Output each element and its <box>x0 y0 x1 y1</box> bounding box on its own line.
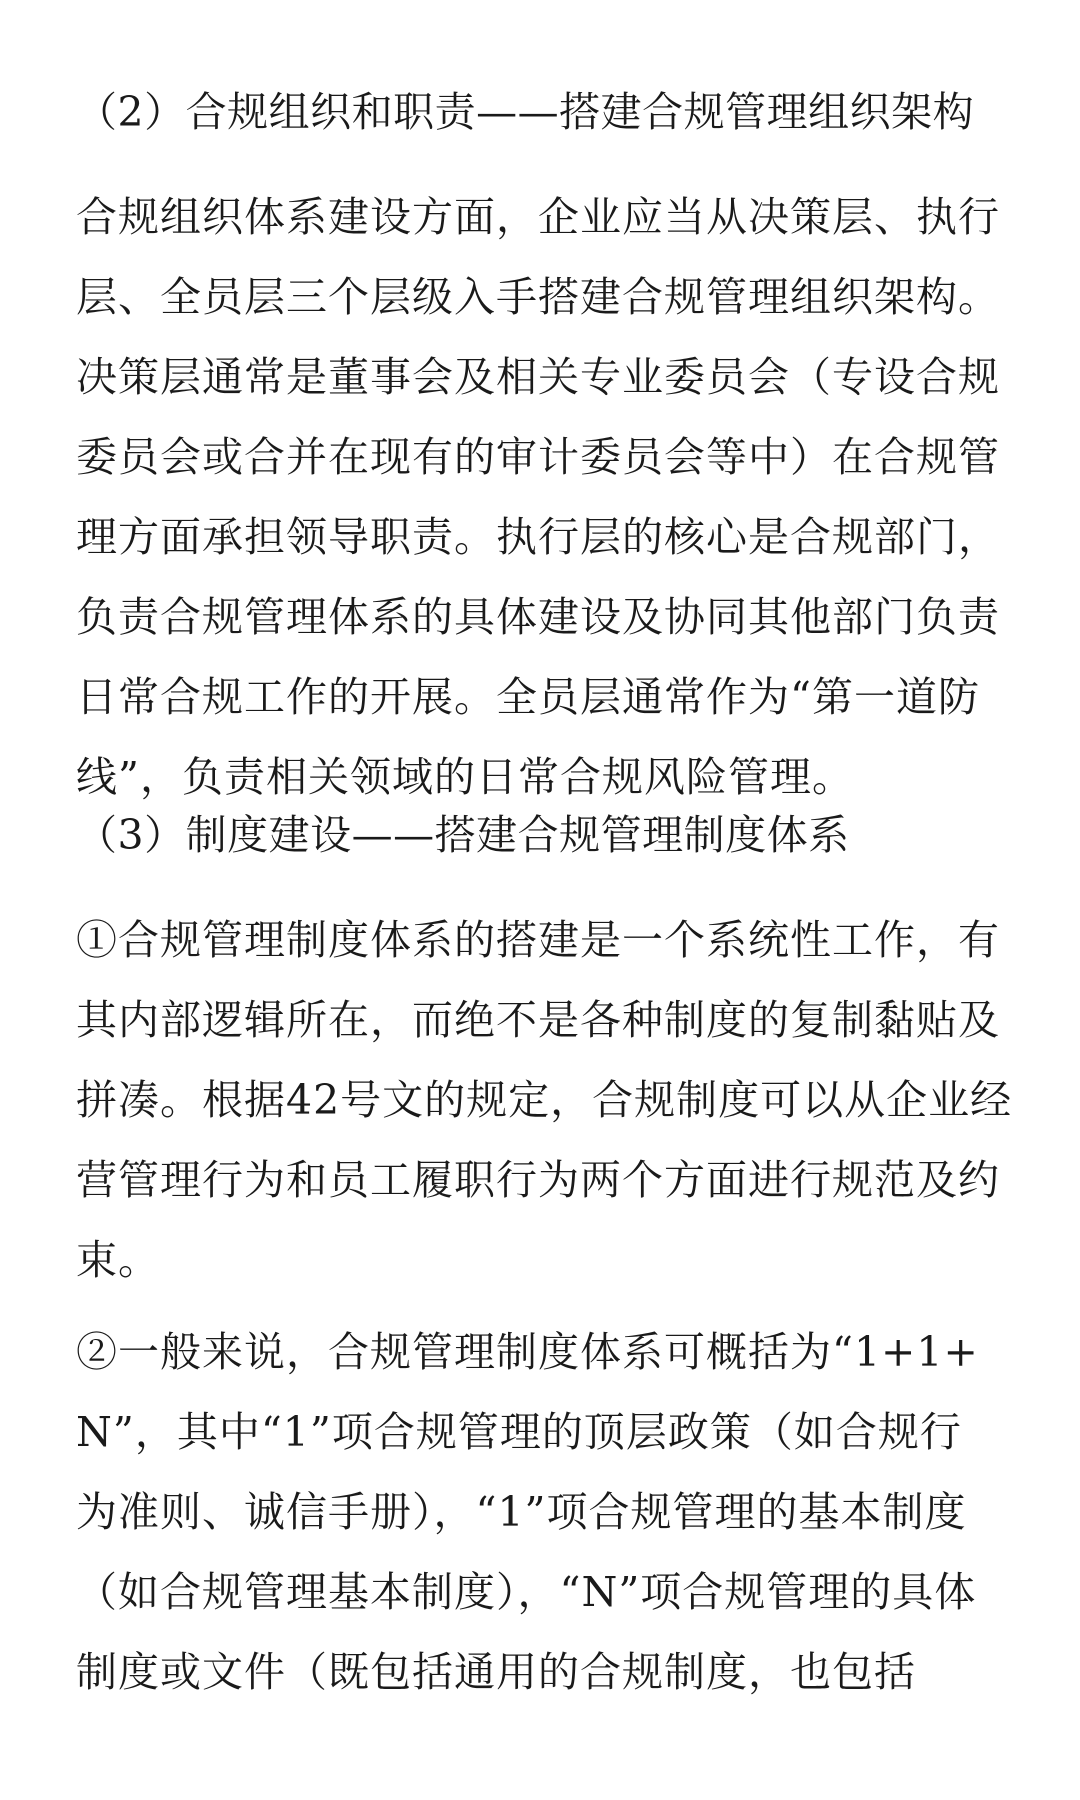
section-heading-system <box>76 795 1004 875</box>
paragraph-line: ①合规管理制度体系的搭建是一个系统性工作，有 <box>76 916 1000 964</box>
paragraph-line: N”，其中“1”项合规管理的顶层政策（如合规行 <box>76 1408 962 1456</box>
paragraph-line: 为准则、诚信手册），“1”项合规管理的基本制度 <box>76 1488 967 1536</box>
paragraph-line: 束。 <box>76 1236 160 1284</box>
paragraph-line: 负责合规管理体系的具体建设及协同其他部门负责 <box>76 593 1000 641</box>
paragraph-line: 线”，负责相关领域的日常合规风险管理。 <box>76 753 854 801</box>
paragraph-line: 拼凑。根据42号文的规定，合规制度可以从企业经 <box>76 1076 1013 1124</box>
section-heading-organization <box>76 72 1004 152</box>
paragraph-line: 其内部逻辑所在，而绝不是各种制度的复制黏贴及 <box>76 996 1000 1044</box>
paragraph-line: 层、全员层三个层级入手搭建合规管理组织架构。 <box>76 273 1000 321</box>
heading-text: （2）合规组织和职责——搭建合规管理组织架构 <box>76 88 975 136</box>
paragraph-line: 日常合规工作的开展。全员层通常作为“第一道防 <box>76 673 980 721</box>
paragraph-line: 理方面承担领导职责。执行层的核心是合规部门， <box>76 513 1000 561</box>
organization-paragraph <box>76 177 1004 817</box>
paragraph-line: ②一般来说，合规管理制度体系可概括为“1+1+ <box>76 1328 979 1376</box>
heading-text: （3）制度建设——搭建合规管理制度体系 <box>76 811 850 859</box>
paragraph-line: 制度或文件（既包括通用的合规制度，也包括 <box>76 1648 916 1696</box>
paragraph-line: 营管理行为和员工履职行为两个方面进行规范及约 <box>76 1156 1000 1204</box>
paragraph-line: 合规组织体系建设方面，企业应当从决策层、执行 <box>76 193 1000 241</box>
paragraph-line: （如合规管理基本制度），“N”项合规管理的具体 <box>76 1568 977 1616</box>
system-point-1-paragraph <box>76 900 1013 1300</box>
paragraph-line: 决策层通常是董事会及相关专业委员会（专设合规 <box>76 353 1000 401</box>
system-point-2-paragraph <box>76 1312 1004 1712</box>
paragraph-line: 委员会或合并在现有的审计委员会等中）在合规管 <box>76 433 1000 481</box>
